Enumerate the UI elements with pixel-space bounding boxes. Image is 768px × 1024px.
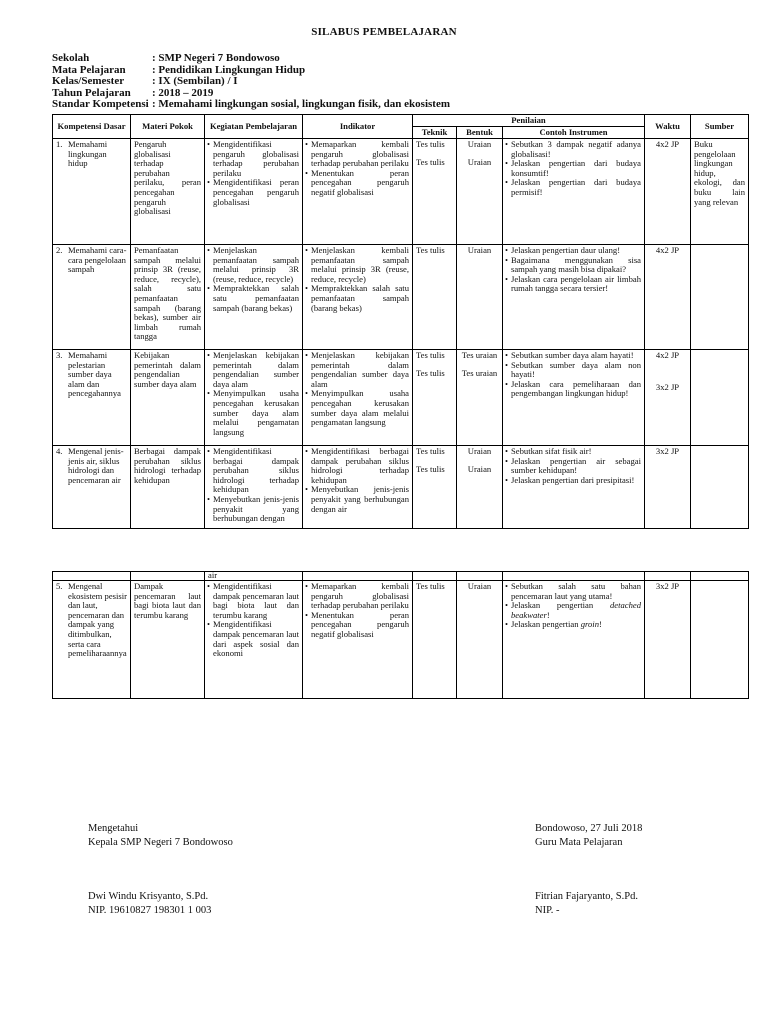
stacked-value: 4x2 JP <box>655 350 680 360</box>
kompetensi-dasar-text: Memahami pelestarian sumber daya alam dan pencegahannya <box>68 350 121 399</box>
list-item: • Menyimpulkan usaha pencegahan kerusakan sumber daya alam melalui pengamatan langsung <box>208 389 299 437</box>
stacked-value: Tes tulis <box>416 156 445 167</box>
materi-pokok-cell: Kebijakan pemerintah dalam pengendalian sumber daya alam <box>131 350 205 446</box>
stacked-value: Tes tulis <box>416 350 445 360</box>
kompetensi-dasar-cell <box>53 350 131 446</box>
bentuk-cell <box>457 446 503 529</box>
kompetensi-dasar-text: Memahami cara-cara pengelolaan sampah <box>68 245 127 275</box>
teknik-cell <box>413 350 457 446</box>
list-item: • Menyebutkan jenis-jenis penyakit yang berhubungan dengan air <box>306 485 409 514</box>
list-item: • Sebutkan sumber daya alam hayati! <box>506 351 641 361</box>
continued-row <box>53 572 749 581</box>
kegiatan-cell <box>205 446 303 529</box>
header-bentuk: Bentuk <box>457 127 503 139</box>
list-item: • Menentukan peran pencegahan pengaruh negatif globalisasi <box>306 169 409 198</box>
signature-right <box>535 822 642 850</box>
stacked-values <box>416 246 453 256</box>
indikator-cell <box>303 446 413 529</box>
table-cell <box>53 572 131 581</box>
list-item: • Mengidentifikasi berbagai dampak perubahan siklus hidrologi terhadap kehidupan <box>306 447 409 485</box>
syllabus-table-continued <box>52 571 749 699</box>
header-waktu: Waktu <box>645 115 691 139</box>
list-item: • Menentukan peran pencegahan pengaruh negatif globalisasi <box>306 611 409 640</box>
list-item: • Bagaimana menggunakan sisa sampah yang masih bisa dipakai? <box>506 256 641 275</box>
header-materi-pokok: Materi Pokok <box>131 115 205 139</box>
meta-value: : 2018 – 2019 <box>152 86 214 99</box>
meta-label: Kelas/Semester <box>52 75 125 88</box>
stacked-values <box>648 246 687 256</box>
list-item: • Sebutkan 3 dampak negatif adanya globalisasi! <box>506 140 641 159</box>
signature-left-nip: NIP. 19610827 198301 1 003 <box>88 905 212 916</box>
kompetensi-dasar <box>56 447 127 485</box>
teknik-cell <box>413 245 457 350</box>
kompetensi-dasar-text: Mengenal jenis-jenis air, siklus hidrologi dan pencemaran air <box>68 446 124 485</box>
stacked-values <box>460 351 499 378</box>
kegiatan-cell <box>205 350 303 446</box>
materi-pokok-cell: Dampak pencemaran laut bagi biota laut dan terumbu karang <box>131 581 205 699</box>
kompetensi-dasar-text: Mengenal ekosistem pesisir dan laut, pencemaran dan dampak yang ditimbulkan, serta cara pemeliharaannya <box>68 581 127 659</box>
list-item <box>506 601 641 620</box>
list-item: • Memaparkan kembali pengaruh globalisasi terhadap perubahan perilaku <box>306 582 409 611</box>
stacked-value: Tes tulis <box>416 139 445 149</box>
list-item: • Mengidentifikasi peran pencegahan pengaruh globalisasi <box>208 178 299 207</box>
bullet-list <box>506 140 641 198</box>
bullet-list <box>306 246 409 313</box>
meta-label: Sekolah <box>52 52 90 64</box>
materi-pokok-cell: Pengaruh globalisasi terhadap perubahan perilaku, peran pencegahan pengaruh globalisasi <box>131 139 205 245</box>
waktu-cell <box>645 139 691 245</box>
bullet-list <box>208 447 299 524</box>
signature-left-name: Dwi Windu Krisyanto, S.Pd. <box>88 891 209 902</box>
list-item-punct: ! <box>546 609 550 620</box>
teknik-cell <box>413 446 457 529</box>
list-item: • Mempraktekkan salah satu pemanfaatan sampah (barang bekas) <box>306 284 409 313</box>
contoh-instrumen-cell <box>503 350 645 446</box>
meta-label: Mata Pelajaran <box>52 63 126 76</box>
row-number: 1. <box>56 139 63 149</box>
sumber-cell <box>691 446 749 529</box>
stacked-value: Uraian <box>467 139 492 149</box>
materi-pokok-cell: Berbagai dampak perubahan siklus hidrologi terhadap kehidupan <box>131 446 205 529</box>
stacked-value: Tes tulis <box>416 245 445 255</box>
list-item: • Menjelaskan pemanfaatan sampah melalui prinsip 3R (reuse, reduce, recycle) <box>208 246 299 284</box>
bentuk-cell <box>457 350 503 446</box>
stacked-values <box>460 140 499 167</box>
table-cell <box>503 572 645 581</box>
stacked-values <box>460 246 499 256</box>
meta-value: : Pendidikan Lingkungan Hidup <box>152 63 306 76</box>
list-item-text: Jelaskan pengertian <box>511 619 579 630</box>
list-item: • Sebutkan salah satu bahan pencemaran laut yang utama! <box>506 582 641 601</box>
waktu-cell: 3x2 JP <box>645 581 691 699</box>
waktu-cell <box>645 446 691 529</box>
header-teknik: Teknik <box>413 127 457 139</box>
stacked-value: Uraian <box>467 463 492 474</box>
stacked-value: 4x2 JP <box>655 245 680 255</box>
stacked-value: Tes uraian <box>461 367 498 378</box>
bentuk-cell <box>457 139 503 245</box>
stacked-values <box>648 140 687 150</box>
list-item: • Jelaskan pengertian air sebagai sumber kehidupan! <box>506 457 641 476</box>
stacked-values <box>416 351 453 378</box>
list-item: • Memaparkan kembali pengaruh globalisasi terhadap perubahan perilaku <box>306 140 409 169</box>
list-item-punct: ! <box>599 619 602 630</box>
stacked-value: 3x2 JP <box>655 381 680 392</box>
bullet-list <box>208 140 299 207</box>
signature-left-name-block <box>88 890 211 918</box>
bullet-list <box>506 246 641 294</box>
bullet-list <box>506 447 641 485</box>
indikator-cell <box>303 139 413 245</box>
kegiatan-cell <box>205 245 303 350</box>
stacked-value: Tes tulis <box>416 463 445 474</box>
list-item-term: groin <box>580 619 599 630</box>
header-kompetensi-dasar: Kompetensi Dasar <box>53 115 131 139</box>
teknik-cell <box>413 139 457 245</box>
stacked-value: 3x2 JP <box>655 446 680 456</box>
signature-right-line-1: Bondowoso, 27 Juli 2018 <box>535 823 643 834</box>
list-item: • Menyebutkan jenis-jenis penyakit yang berhubungan dengan <box>208 495 299 524</box>
waktu-cell <box>645 350 691 446</box>
kompetensi-dasar-cell <box>53 446 131 529</box>
signature-left-line-2: Kepala SMP Negeri 7 Bondowoso <box>88 837 233 848</box>
list-item-term: detached beakwater <box>511 600 641 620</box>
signature-right-nip: NIP. - <box>535 905 560 916</box>
meta-label: Tahun Pelajaran <box>52 86 131 99</box>
list-item-text: Jelaskan pengertian <box>511 600 594 611</box>
signature-right-name: Fitrian Fajaryanto, S.Pd. <box>535 891 638 902</box>
bullet-list <box>208 246 299 313</box>
meta-row-school <box>52 53 742 65</box>
stacked-value: Tes tulis <box>416 446 445 456</box>
table-row <box>53 446 749 529</box>
document-title: SILABUS PEMBELAJARAN <box>311 26 457 38</box>
stacked-value: 4x2 JP <box>655 139 680 149</box>
header-info <box>52 53 742 111</box>
stacked-value: Uraian <box>467 245 492 255</box>
kegiatan-continued <box>205 572 303 581</box>
header-indikator: Indikator <box>303 115 413 139</box>
table-row <box>53 139 749 245</box>
indikator-cell <box>303 245 413 350</box>
stacked-values <box>648 351 687 392</box>
sumber-cell <box>691 350 749 446</box>
list-item: • Menjelaskan kebijakan pemerintah dalam pengendalian sumber daya alam <box>306 351 409 389</box>
indikator-cell <box>303 350 413 446</box>
meta-value: : SMP Negeri 7 Bondowoso <box>152 52 280 64</box>
kompetensi-dasar-cell <box>53 245 131 350</box>
header-kegiatan: Kegiatan Pembelajaran <box>205 115 303 139</box>
stacked-value: Uraian <box>467 446 492 456</box>
list-item: • Menyimpulkan usaha pencegahan kerusakan sumber daya alam melalui pengamatan langsung <box>306 389 409 427</box>
kompetensi-dasar-cell <box>53 581 131 699</box>
stacked-value: Tes uraian <box>461 350 498 360</box>
teknik-cell: Tes tulis <box>413 581 457 699</box>
kegiatan-cell <box>205 581 303 699</box>
table-row <box>53 350 749 446</box>
list-item: • Mempraktekkan salah satu pemanfaatan sampah (barang bekas) <box>208 284 299 313</box>
table-cell <box>303 572 413 581</box>
kompetensi-dasar-cell <box>53 139 131 245</box>
table-cell <box>413 572 457 581</box>
contoh-instrumen-cell <box>503 446 645 529</box>
list-item: • Jelaskan pengertian dari budaya konsumtif! <box>506 159 641 178</box>
bullet-list <box>306 140 409 198</box>
sumber-cell: Buku pengelolaan lingkungan hidup, ekologi, dan buku lain yang relevan <box>691 139 749 245</box>
contoh-instrumen-cell <box>503 581 645 699</box>
sumber-cell <box>691 581 749 699</box>
stacked-value: Uraian <box>467 156 492 167</box>
list-item: • Sebutkan sumber daya alam non hayati! <box>506 361 641 380</box>
materi-pokok-cell: Pemanfaatan sampah melalui prinsip 3R (reuse, reduce, recycle), salah satu pemanfaatan sampah (barang bekas), sumber air limbah rumah tangga <box>131 245 205 350</box>
table-cell <box>691 572 749 581</box>
table-cell <box>131 572 205 581</box>
table-row <box>53 245 749 350</box>
kompetensi-dasar <box>56 351 127 399</box>
list-item: • Jelaskan pengertian dari budaya permisif! <box>506 178 641 197</box>
bullet-list <box>306 351 409 428</box>
syllabus-table <box>52 114 749 529</box>
row-number: 3. <box>56 350 63 360</box>
table-cell <box>645 572 691 581</box>
stacked-values <box>648 447 687 457</box>
bentuk-cell: Uraian <box>457 581 503 699</box>
indikator-cell <box>303 581 413 699</box>
header-contoh-instrumen: Contoh Instrumen <box>503 127 645 139</box>
kegiatan-cell <box>205 139 303 245</box>
row-number: 2. <box>56 245 63 255</box>
list-item: • Jelaskan pengertian dari presipitasi! <box>506 476 641 486</box>
list-item: • Mengidentifikasi berbagai dampak perubahan siklus hidrologi terhadap kehidupan <box>208 447 299 495</box>
stacked-value: Tes tulis <box>416 367 445 378</box>
stacked-values <box>416 140 453 167</box>
bullet-list <box>208 351 299 437</box>
list-item: • Jelaskan cara pengelolaan air limbah rumah tangga secara tersier! <box>506 275 641 294</box>
row-number: 4. <box>56 446 63 456</box>
meta-row-standard <box>52 99 742 111</box>
bentuk-cell <box>457 245 503 350</box>
list-item: • Menjelaskan kembali pemanfaatan sampah melalui prinsip 3R (reuse, reduce, recycle) <box>306 246 409 284</box>
waktu-cell <box>645 245 691 350</box>
meta-label: Standar Kompetensi <box>52 98 149 111</box>
row-number: 5. <box>56 581 63 591</box>
list-item: • Jelaskan cara pemeliharaan dan pengembangan lingkungan hidup! <box>506 380 641 399</box>
list-item: • Sebutkan sifat fisik air! <box>506 447 641 457</box>
contoh-instrumen-cell <box>503 245 645 350</box>
kompetensi-dasar-text: Memahami lingkungan hidup <box>68 139 108 169</box>
signature-left <box>88 822 233 850</box>
stacked-values <box>416 447 453 474</box>
list-item: • Mengidentifikasi dampak pencemaran laut bagi biota laut dan terumbu karang <box>208 582 299 620</box>
header-sumber: Sumber <box>691 115 749 139</box>
stacked-values <box>460 447 499 474</box>
table-cell <box>457 572 503 581</box>
sumber-cell <box>691 245 749 350</box>
bullet-list <box>506 351 641 399</box>
kegiatan-tail: air <box>208 571 218 580</box>
signature-right-line-2: Guru Mata Pelajaran <box>535 837 623 848</box>
meta-value: : Memahami lingkungan sosial, lingkungan fisik, dan ekosistem <box>152 98 450 111</box>
signature-right-name-block <box>535 890 638 918</box>
list-item: • Jelaskan pengertian daur ulang! <box>506 246 641 256</box>
contoh-instrumen-cell <box>503 139 645 245</box>
table-row <box>53 581 749 699</box>
list-item: • Mengidentifikasi pengaruh globalisasi terhadap perubahan perilaku <box>208 140 299 178</box>
kompetensi-dasar <box>56 246 127 275</box>
list-item <box>506 620 641 630</box>
meta-value: : IX (Sembilan) / I <box>152 75 238 88</box>
header-penilaian: Penilaian <box>413 115 645 127</box>
signature-left-line-1: Mengetahui <box>88 823 139 834</box>
kompetensi-dasar <box>56 140 127 169</box>
list-item: • Menjelaskan kebijakan pemerintah dalam pengendalian sumber daya alam <box>208 351 299 389</box>
bullet-list <box>306 447 409 514</box>
list-item: • Mengidentifikasi dampak pencemaran laut dari aspek sosial dan ekonomi <box>208 620 299 658</box>
